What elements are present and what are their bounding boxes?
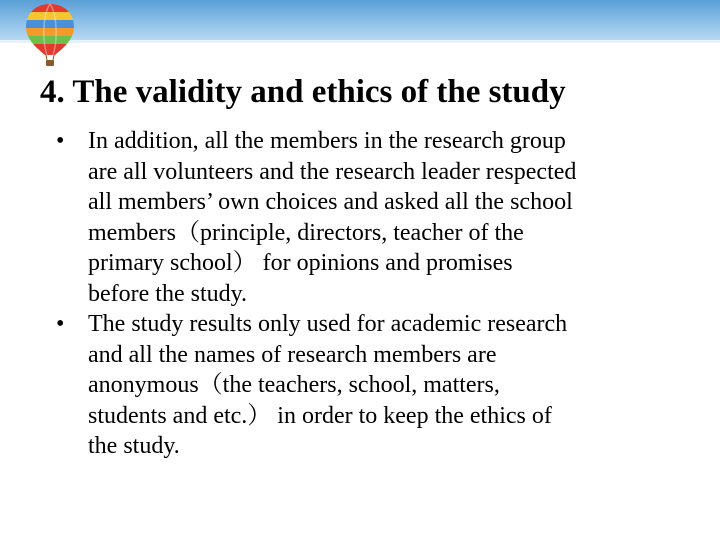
banner-divider <box>0 40 720 43</box>
bullet-text: In addition, all the members in the research group are all volunteers and the research leader respected all members’ own choices and asked all the school members（principle, directors, teacher of the primary school） for opinions and promises before the study. <box>88 128 577 307</box>
bullet-marker: • <box>56 311 65 337</box>
top-banner <box>0 0 720 40</box>
hot-air-balloon-icon <box>24 2 76 68</box>
bullet-marker: • <box>56 128 65 154</box>
bullet-list <box>56 126 696 462</box>
slide-title: 4. The validity and ethics of the study <box>40 74 566 110</box>
bullet-item <box>56 126 696 309</box>
bullet-item <box>56 309 696 462</box>
bullet-text: The study results only used for academic research and all the names of research members are anonymous（the teachers, school, matters, students and etc.） in order to keep the ethics of the study. <box>88 311 568 459</box>
